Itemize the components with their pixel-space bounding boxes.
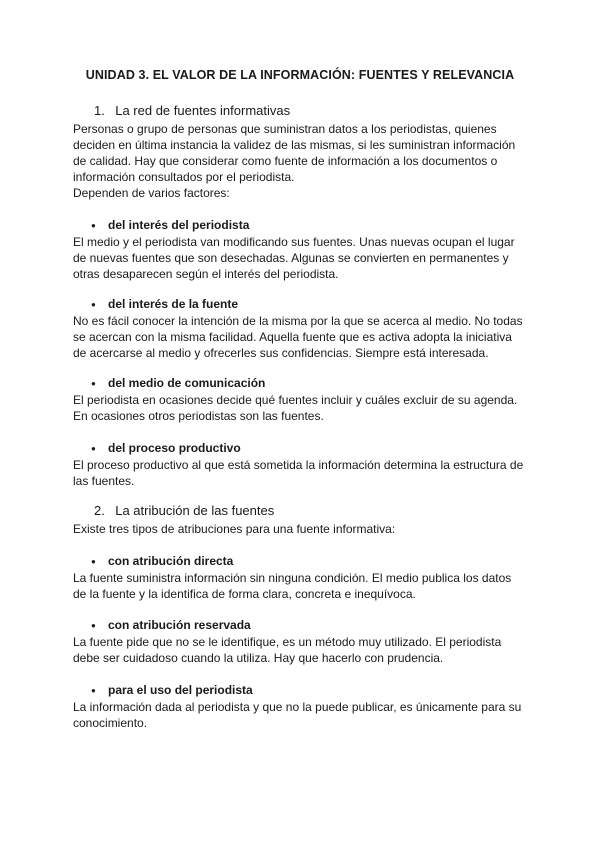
text-line: La información dada al periodista y que no la puede publicar, es únicamente para su [73, 700, 522, 714]
section-heading-text: La atribución de las fuentes [115, 503, 275, 518]
bullet-icon: ● [91, 379, 96, 388]
bullet-label: con atribución reservada [108, 618, 251, 632]
bullet-label: del proceso productivo [108, 441, 241, 455]
text-line: de la fuente y la identifica de forma clara, concreta e inequívoca. [73, 587, 416, 601]
bullet-item [91, 218, 249, 232]
bullet-item [91, 297, 238, 311]
section-number: 2. [94, 503, 105, 518]
bullet-description [73, 570, 535, 602]
text-line: El proceso productivo al que está sometida la información determina la estructura de [73, 458, 524, 472]
text-line: de acercarse al medio y ofrecerles sus confidencias. Siempre está interesada. [73, 346, 489, 360]
section-intro-1 [73, 121, 535, 201]
bullet-description [73, 313, 535, 361]
bullet-label: del medio de comunicación [108, 376, 266, 390]
document-title: UNIDAD 3. EL VALOR DE LA INFORMACIÓN: FUENTES Y RELEVANCIA [85, 68, 515, 82]
bullet-description [73, 457, 535, 489]
text-line: El medio y el periodista van modificando sus fuentes. Unas nuevas ocupan el lugar [73, 235, 515, 249]
text-line: conocimiento. [73, 716, 148, 730]
bullet-item [91, 618, 251, 632]
bullet-item [91, 376, 265, 390]
bullet-item [91, 683, 253, 697]
bullet-icon: ● [91, 444, 96, 453]
text-line: de nuevas fuentes que son desechadas. Algunas se convierten en permanentes y [73, 251, 509, 265]
text-line: deciden en última instancia la validez de las mismas, si les suministran información [73, 138, 516, 152]
bullet-label: para el uso del periodista [108, 683, 253, 697]
bullet-icon: ● [91, 300, 96, 309]
bullet-item [91, 441, 241, 455]
text-line: El periodista en ocasiones decide qué fuentes incluir y cuáles excluir de su agenda. [73, 393, 518, 407]
text-line: de calidad. Hay que considerar como fuente de información a los documentos o [73, 154, 498, 168]
bullet-label: del interés del periodista [108, 218, 250, 232]
bullet-label: del interés de la fuente [108, 297, 239, 311]
text-line: No es fácil conocer la intención de la misma por la que se acerca al medio. No todas [73, 314, 523, 328]
section-intro-2 [73, 521, 535, 537]
text-line: En ocasiones otros periodistas son las fuentes. [73, 409, 324, 423]
bullet-description [73, 699, 535, 731]
bullet-description [73, 234, 535, 282]
bullet-icon: ● [91, 221, 96, 230]
section-number: 1. [94, 103, 105, 118]
text-line: información consultados por el periodista. [73, 170, 295, 184]
text-line: La fuente pide que no se le identifique, es un método muy utilizado. El periodista [73, 635, 502, 649]
text-line: La fuente suministra información sin ninguna condición. El medio publica los datos [73, 571, 512, 585]
text-line: debe ser cuidadoso cuando la utiliza. Hay que hacerlo con prudencia. [73, 651, 444, 665]
bullet-icon: ● [91, 621, 96, 630]
section-heading-1 [94, 103, 290, 118]
text-line: las fuentes. [73, 474, 135, 488]
section-heading-text: La red de fuentes informativas [115, 103, 291, 118]
bullet-label: con atribución directa [108, 554, 234, 568]
bullet-icon: ● [91, 686, 96, 695]
text-line: Existe tres tipos de atribuciones para una fuente informativa: [73, 522, 396, 536]
text-line: otras desaparecen según el interés del periodista. [73, 267, 339, 281]
text-line: Personas o grupo de personas que suministran datos a los periodistas, quienes [73, 122, 497, 136]
bullet-icon: ● [91, 557, 96, 566]
bullet-item [91, 554, 233, 568]
text-line: se acercan con la misma facilidad. Aquella fuente que es activa adopta la iniciativa [73, 330, 512, 344]
bullet-description [73, 634, 535, 666]
text-line: Dependen de varios factores: [73, 186, 230, 200]
section-heading-2 [94, 503, 274, 518]
bullet-description [73, 392, 535, 424]
